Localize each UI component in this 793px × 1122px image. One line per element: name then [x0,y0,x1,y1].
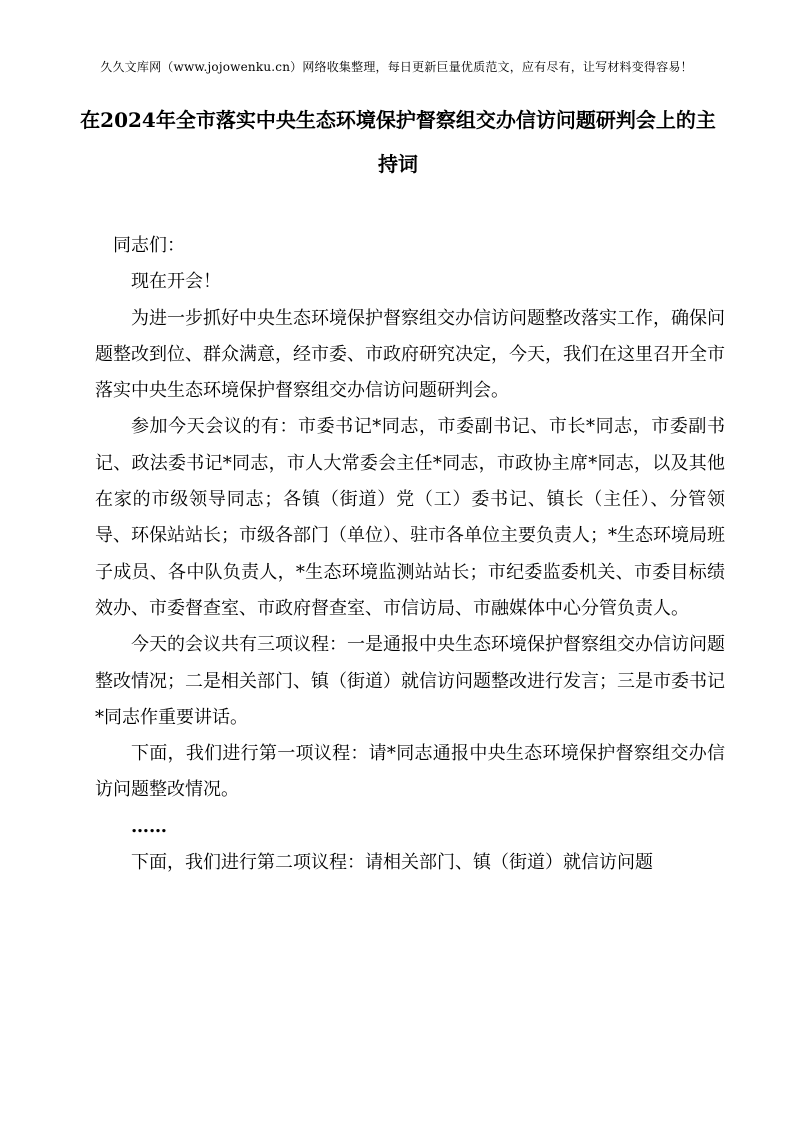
paragraph-agenda-item-2: 下面，我们进行第二项议程：请相关部门、镇（街道）就信访问题 [131,852,653,874]
paragraph-attendees: 参加今天会议的有：市委书记*同志，市委副书记、市长*同志，市委副书记、政法委书记*同志，市人大常委会主任*同志，市政协主席*同志，以及其他在家的市级领导同志；各镇（街道）党（工）委书记、镇长（主任）、分管领导、环保站站长；市级各部门（单位）、驻市各单位主要负责人；*生态环境局班子成员、各中队负责人，*生态环境监测站站长；市纪委监委机关、市委目标绩效办、市委督查室、市政府督查室、市信访局、市融媒体中心分管负责人。 [95,416,725,619]
paragraph-opening: 现在开会！ [131,271,221,293]
document-body [95,228,725,881]
header-note: 久久文库网（www.jojowenku.cn）网络收集整理，每日更新巨量优质范文，应有尽有，让写材料变得容易！ [100,60,693,74]
document-title: 在2024年全市落实中央生态环境保护督察组交办信访问题研判会上的主持词 [80,108,716,176]
paragraph-agenda-item-1: 下面，我们进行第一项议程：请*同志通报中央生态环境保护督察组交办信访问题整改情况。 [95,743,725,801]
paragraph-agenda: 今天的会议共有三项议程：一是通报中央生态环境保护督察组交办信访问题整改情况；二是相关部门、镇（街道）就信访问题整改进行发言；三是市委书记*同志作重要讲话。 [95,634,725,728]
salutation: 同志们： [113,235,185,256]
paragraph-ellipsis: …… [131,815,167,837]
paragraph-purpose: 为进一步抓好中央生态环境保护督察组交办信访问题整改落实工作，确保问题整改到位、群众满意，经市委、市政府研究决定，今天，我们在这里召开全市落实中央生态环境保护督察组交办信访问题研判会。 [95,307,725,402]
